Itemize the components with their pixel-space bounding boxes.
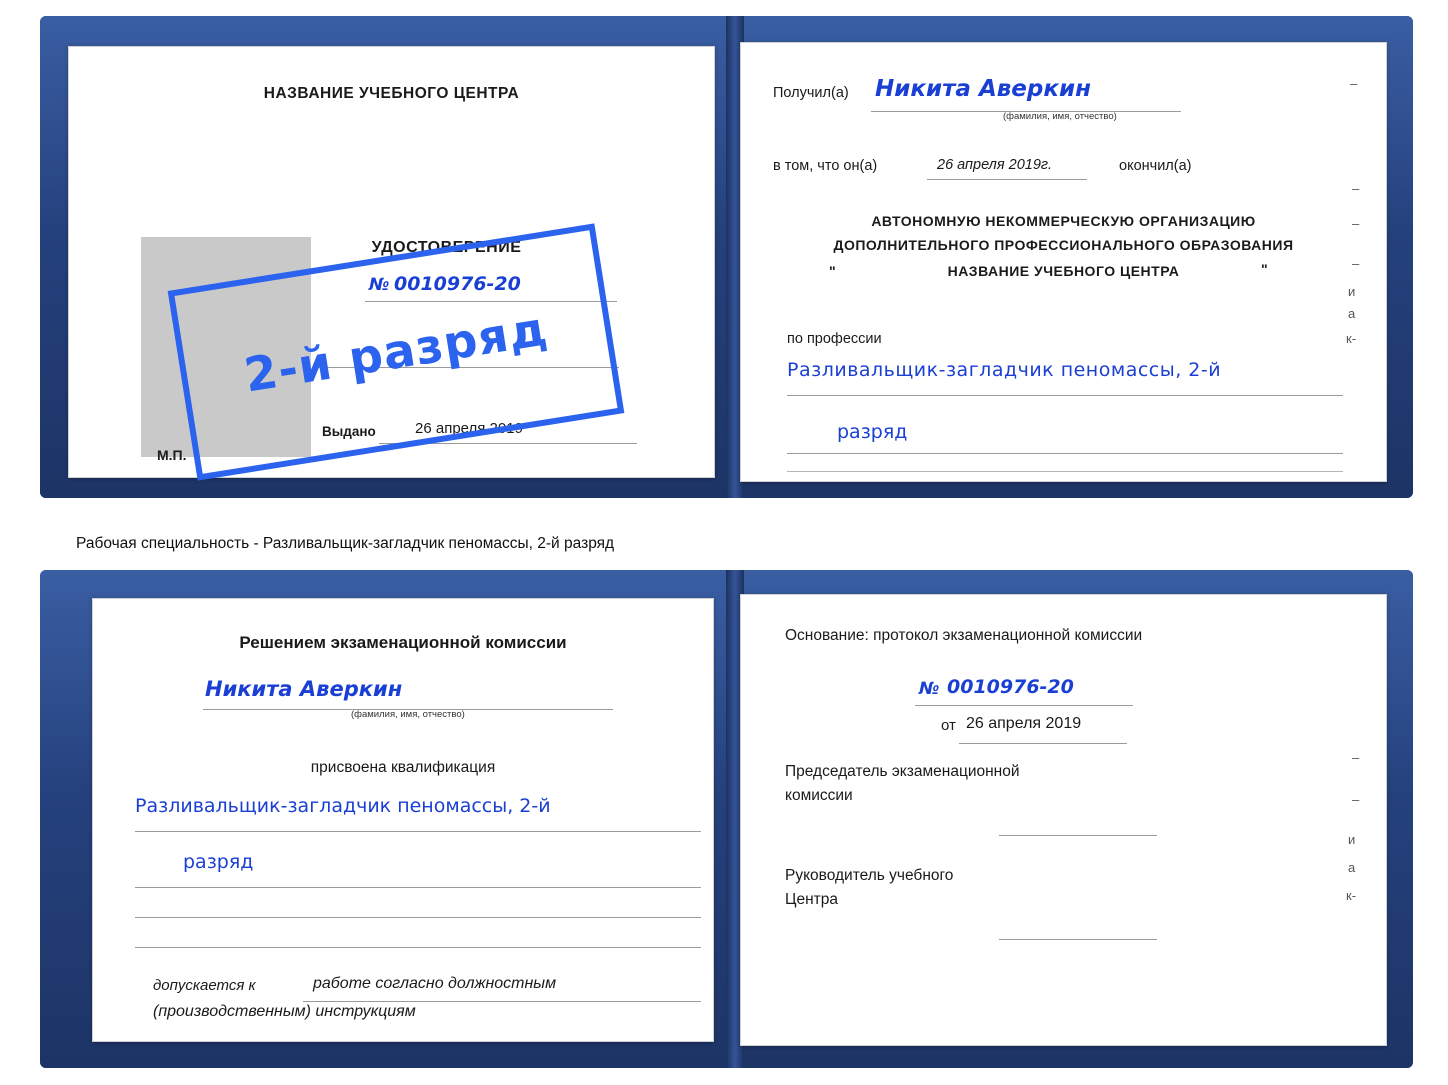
edge-mark: к- [1346,888,1357,903]
admitted-line-2: (производственным) инструкциям [153,1003,416,1020]
protocol-date-rule [959,743,1127,744]
admitted-line-1: работе согласно должностным [313,975,557,992]
edge-mark: и [1348,284,1356,299]
edge-mark: – [1352,792,1360,807]
qual-rule-4 [135,947,701,948]
student-name: Никита Аверкин [205,677,403,701]
issued-label: Выдано [322,424,376,439]
head-line-1: Руководитель учебного [785,867,954,884]
protocol-date: 26 апреля 2019 [966,715,1082,732]
commission-title: Решением экзаменационной комиссии [239,633,567,652]
profession-rule-1 [787,395,1343,396]
qualification-line-1: Разливальщик-загладчик пеномассы, 2-й [135,795,551,817]
chairman-line-2: комиссии [785,787,853,804]
watermark-rank: 2-й разряд [168,223,625,480]
certificate-number: 0010976-20 [394,273,521,295]
edge-mark: – [1352,750,1360,765]
received-name: Никита Аверкин [875,76,1091,102]
that-he-label: в том, что он(а) [773,158,878,174]
top-right-page [740,42,1387,482]
fio-hint: (фамилия, имя, отчество) [1003,111,1117,122]
profession-line-2: разряд [837,421,908,443]
chairman-line-1: Председатель экзаменационной [785,763,1020,780]
edge-mark: а [1348,860,1356,875]
page-caption: Рабочая специальность - Разливальщик-загладчик пеномассы, 2-й разряд [76,535,615,552]
qualification-line-2: разряд [183,851,254,873]
qual-rule-3 [135,917,701,918]
certificate-bottom-book [40,570,1413,1068]
profession-rule-2 [787,453,1343,454]
profession-label: по профессии [787,331,882,347]
profession-line-1: Разливальщик-загладчик пеномассы, 2-й [787,359,1222,381]
received-label: Получил(а) [773,85,849,101]
org-line-1: АВТОНОМНУЮ НЕКОММЕРЧЕСКУЮ ОРГАНИЗАЦИЮ [871,213,1256,229]
edge-mark: к- [1346,331,1357,346]
qual-rule-1 [135,831,701,832]
qual-rule-2 [135,887,701,888]
edge-mark: – [1350,76,1358,91]
org-name: НАЗВАНИЕ УЧЕБНОГО ЦЕНТРА [947,263,1180,279]
protocol-number-symbol: № [919,679,940,699]
center-title: НАЗВАНИЕ УЧЕБНОГО ЦЕНТРА [263,85,520,102]
edge-mark: – [1352,181,1360,196]
org-line-2: ДОПОЛНИТЕЛЬНОГО ПРОФЕССИОНАЛЬНОГО ОБРАЗОВАНИЯ [833,237,1294,253]
number-symbol: № [369,275,390,295]
finish-date-rule [927,179,1087,180]
org-quote-close: " [1261,261,1269,277]
basis-label: Основание: протокол экзаменационной комиссии [785,627,1143,644]
edge-mark: – [1352,216,1360,231]
assigned-label: присвоена квалификация [310,759,496,776]
finished-label: окончил(а) [1119,158,1192,174]
edge-mark: а [1348,306,1356,321]
admitted-label: допускается к [153,977,256,994]
protocol-number-rule [915,705,1133,706]
admitted-rule [303,1001,701,1002]
bottom-right-page [740,594,1387,1046]
head-signature-rule [999,939,1157,940]
issued-date: 26 апреля 2019 [415,420,523,437]
head-line-2: Центра [785,891,838,908]
stamp-label: М.П. [157,447,187,463]
doc-title: УДОСТОВЕРЕНИЕ [371,239,522,256]
profession-rule-3 [787,471,1343,472]
from-label: от [941,717,956,734]
protocol-number: 0010976-20 [947,676,1074,698]
edge-mark: – [1352,256,1360,271]
chairman-signature-rule [999,835,1157,836]
finish-date: 26 апреля 2019г. [937,157,1053,173]
fio-hint: (фамилия, имя, отчество) [351,709,465,720]
edge-mark: и [1348,832,1356,847]
certificate-top-book [40,16,1413,498]
org-quote-open: " [829,263,837,279]
bottom-left-page [92,598,714,1042]
